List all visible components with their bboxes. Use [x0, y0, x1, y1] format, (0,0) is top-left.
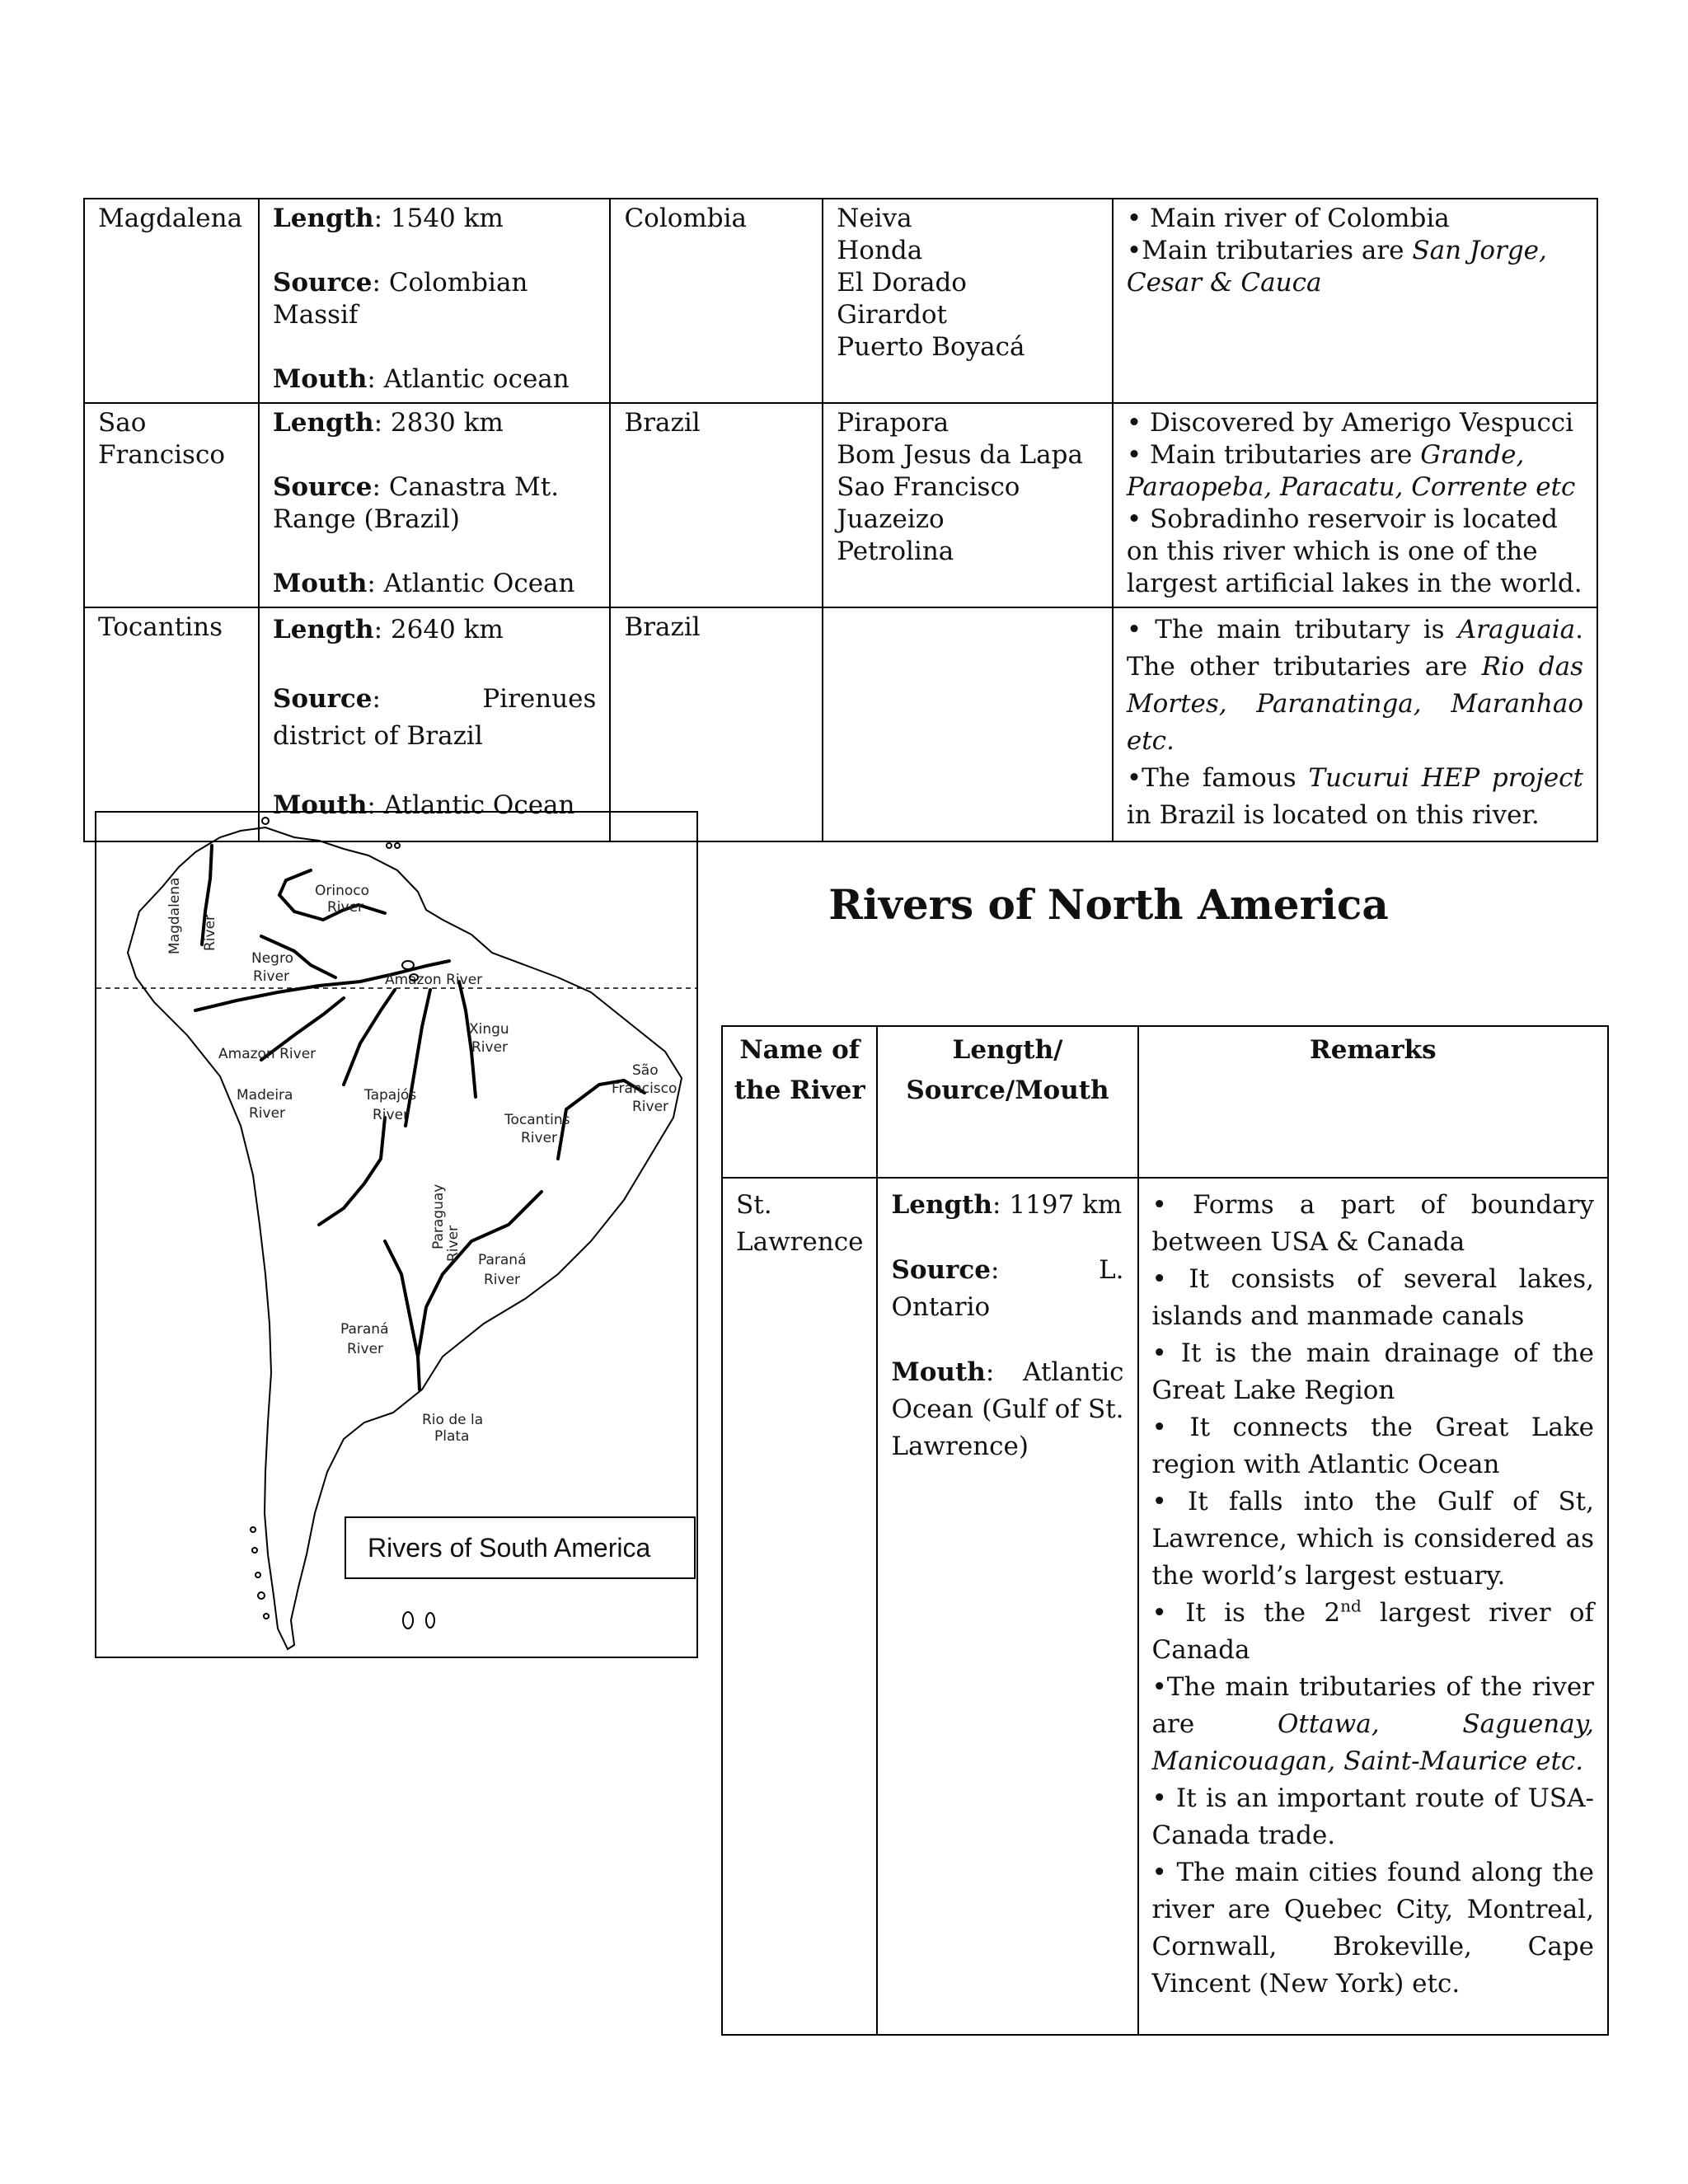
map-label-sao-francisco: São: [632, 1062, 659, 1079]
remarks-cell: • Main river of Colombia •Main tributaries are San Jorge, Cesar & Cauca: [1113, 199, 1597, 403]
remarks-cell: • Forms a part of boundary between USA & Canada • It consists of several lakes, islands and manmade canals • It is the main drainage of the Great Lake Region • It connects the Great Lake region with Atlantic Ocean • It falls into the Gulf of St, Lawrence, which is considered as the world’s largest estuary. • It is the 2nd largest river of Canada •The main tributaries of the river are Ottawa, Saguenay, Manicouagan, Saint-Maurice etc. • It is an important route of USA-Canada trade. • The main cities found along the river are Quebec City, Montreal, Cornwall, Brokeville, Cape Vincent (New York) etc.: [1138, 1178, 1608, 2035]
river-name-cell: Tocantins: [84, 607, 259, 841]
table-row: [722, 1178, 1608, 2035]
header-remarks: Remarks: [1138, 1026, 1608, 1178]
map-label-sao-francisco: Francisco: [612, 1080, 678, 1097]
map-label-orinoco: Orinoco: [315, 883, 370, 899]
map-label-parana-west: River: [347, 1341, 384, 1357]
map-label-tocantins: Tocantins: [504, 1112, 570, 1128]
map-label-xingu: Xingu: [469, 1021, 509, 1038]
map-caption: Rivers of South America: [345, 1516, 696, 1579]
cities-cell: Pirapora Bom Jesus da Lapa Sao Francisco Juazeizo Petrolina: [823, 403, 1113, 607]
river-name-cell: Sao Francisco: [84, 403, 259, 607]
map-label-orinoco: River: [327, 899, 364, 916]
table-row: [84, 607, 1597, 841]
map-label-madeira: River: [249, 1105, 286, 1122]
map-label-sao-francisco: River: [632, 1099, 669, 1115]
map-label-tocantins: River: [521, 1130, 558, 1146]
table-row: [84, 403, 1597, 607]
length-source-mouth-cell: Length: 1197 km Source: L. Ontario Mouth: Atlantic Ocean (Gulf of St. Lawrence): [877, 1178, 1137, 2035]
table-row: [84, 199, 1597, 403]
cities-cell: [823, 607, 1113, 841]
country-cell: Brazil: [610, 607, 823, 841]
north-america-rivers-table: [721, 1025, 1609, 2036]
remarks-cell: • Discovered by Amerigo Vespucci • Main tributaries are Grande, Paraopeba, Paracatu, Corrente etc • Sobradinho reservoir is located on this river which is one of the largest artificial lakes in the world.: [1113, 403, 1597, 607]
length-source-mouth-cell: Length: 1540 km Source: Colombian Massif Mouth: Atlantic ocean: [259, 199, 610, 403]
map-label-magdalena: Magdalena: [166, 877, 183, 954]
length-source-mouth-cell: Length: 2830 km Source: Canastra Mt. Range (Brazil) Mouth: Atlantic Ocean: [259, 403, 610, 607]
map-label-madeira: Madeira: [237, 1087, 293, 1104]
header-length: Length/ Source/Mouth: [877, 1026, 1137, 1178]
map-label-xingu: River: [471, 1039, 509, 1056]
map-label-amazon-top: Amazon River: [385, 972, 483, 988]
map-label-magdalena: River: [202, 914, 218, 951]
map-label-tapajos: River: [373, 1107, 410, 1123]
tapajos-river-line: [344, 990, 395, 1085]
islands: [251, 818, 434, 1629]
table-header-row: [722, 1026, 1608, 1178]
map-label-amazon-left: Amazon River: [218, 1046, 316, 1062]
cities-cell: Neiva Honda El Dorado Girardot Puerto Boyacá: [823, 199, 1113, 403]
remarks-cell: • The main tributary is Araguaia. The other tributaries are Rio das Mortes, Paranatinga, Maranhao etc. •The famous Tucurui HEP project in Brazil is located on this river.: [1113, 607, 1597, 841]
map-label-negro: River: [253, 968, 290, 985]
map-label-parana-east: Paraná: [478, 1252, 527, 1268]
country-cell: Colombia: [610, 199, 823, 403]
section-heading: Rivers of North America: [828, 880, 1389, 929]
country-cell: Brazil: [610, 403, 823, 607]
header-name: Name of the River: [722, 1026, 877, 1178]
map-label-parana-east: River: [484, 1272, 521, 1288]
map-label-paraguay: Paraguay: [430, 1183, 447, 1249]
map-label-paraguay: River: [445, 1225, 462, 1262]
xingu-river-line: [406, 990, 430, 1126]
river-name-cell: St. Lawrence: [722, 1178, 877, 2035]
map-label-plata: Plata: [434, 1428, 470, 1445]
paraguay-river-line: [319, 1118, 385, 1225]
map-label-tapajos: Tapajós: [364, 1087, 417, 1104]
map-label-plata: Rio de la: [422, 1412, 484, 1428]
parana-lower-river-line: [385, 1241, 420, 1390]
length-source-mouth-cell: Length: 2640 km Source: Pirenues district of Brazil Mouth: Atlantic Ocean: [259, 607, 610, 841]
south-america-rivers-table: [83, 198, 1598, 842]
river-name-cell: Magdalena: [84, 199, 259, 403]
map-label-parana-west: Paraná: [340, 1321, 389, 1338]
map-label-negro: Negro: [251, 950, 293, 967]
